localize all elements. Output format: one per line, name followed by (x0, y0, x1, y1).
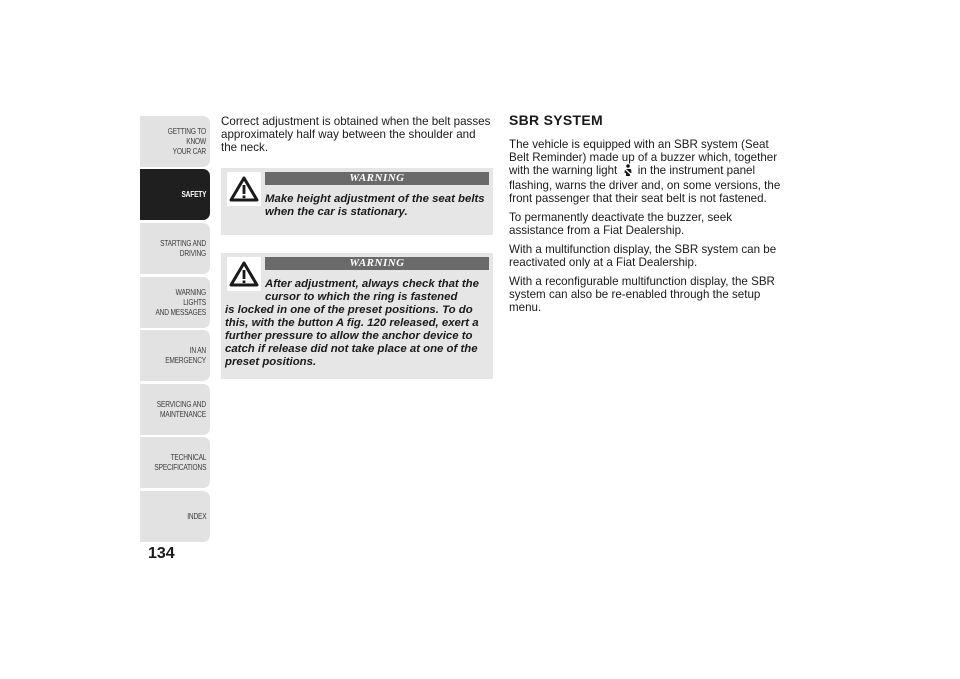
left-column (221, 115, 493, 379)
right-column (509, 112, 784, 320)
warning-heading: WARNING (265, 257, 489, 270)
tab-label: SAFETY (181, 189, 206, 199)
intro-paragraph: Correct adjustment is obtained when the belt passes approximately half way between the shoulder and the neck. (221, 115, 491, 154)
tab-label: IN AN EMERGENCY (165, 345, 206, 365)
warning-text (225, 278, 489, 369)
tab-label: TECHNICAL SPECIFICATIONS (154, 452, 206, 472)
tab-technical-specifications[interactable] (140, 437, 210, 488)
warning-box-2 (221, 253, 493, 379)
tab-label: GETTING TO KNOW YOUR CAR (167, 126, 206, 156)
tab-safety[interactable] (140, 169, 210, 220)
warning-text-body: Make height adjustment of the seat belts when the car is stationary. (265, 193, 485, 218)
warning-heading: WARNING (265, 172, 489, 185)
tab-index[interactable] (140, 491, 210, 542)
tab-in-an-emergency[interactable] (140, 330, 210, 381)
sbr-paragraph-4: With a reconfigurable multifunction display, the SBR system can also be re-enabled through the setup menu. (509, 275, 775, 314)
sbr-paragraph-3: With a multifunction display, the SBR system can be reactivated only at a Fiat Dealership. (509, 243, 777, 269)
tab-label: SERVICING AND MAINTENANCE (156, 399, 206, 419)
warning-box-1 (221, 168, 493, 235)
tab-label: WARNING LIGHTS AND MESSAGES (155, 287, 206, 317)
tab-getting-to-know[interactable] (140, 116, 210, 167)
seatbelt-warning-icon (623, 164, 633, 179)
paragraph-text: The vehicle is equipped with an SBR system (Seat Belt Reminder) made up of a buzzer which, together with the warning light (509, 138, 778, 177)
warning-triangle-icon (227, 172, 261, 206)
tab-servicing[interactable] (140, 384, 210, 435)
warning-text (225, 193, 489, 219)
section-title: SBR SYSTEM (509, 112, 604, 128)
tab-label: STARTING AND DRIVING (160, 238, 206, 258)
paragraph-text: in the instrument panel flashing, warns the driver and, on some versions, the front passenger that their seat belt is not fastened. (509, 164, 781, 205)
warning-text-lead: After adjustment, always check that the cursor to which the ring is fastened (265, 278, 479, 303)
sbr-paragraph-1 (509, 138, 784, 205)
tab-warning-lights[interactable] (140, 277, 210, 328)
warning-triangle-icon (227, 257, 261, 291)
tab-label: INDEX (186, 511, 206, 521)
tab-starting-and-driving[interactable] (140, 223, 210, 274)
sbr-paragraph-2: To permanently deactivate the buzzer, seek assistance from a Fiat Dealership. (509, 211, 732, 237)
page-number: 134 (148, 545, 175, 562)
warning-text-rest: is locked in one of the preset positions. To do this, with the button A fig. 120 released, exert a further pressure to allow the anchor device to catch if release did not take place at one of the preset positions. (225, 304, 479, 368)
